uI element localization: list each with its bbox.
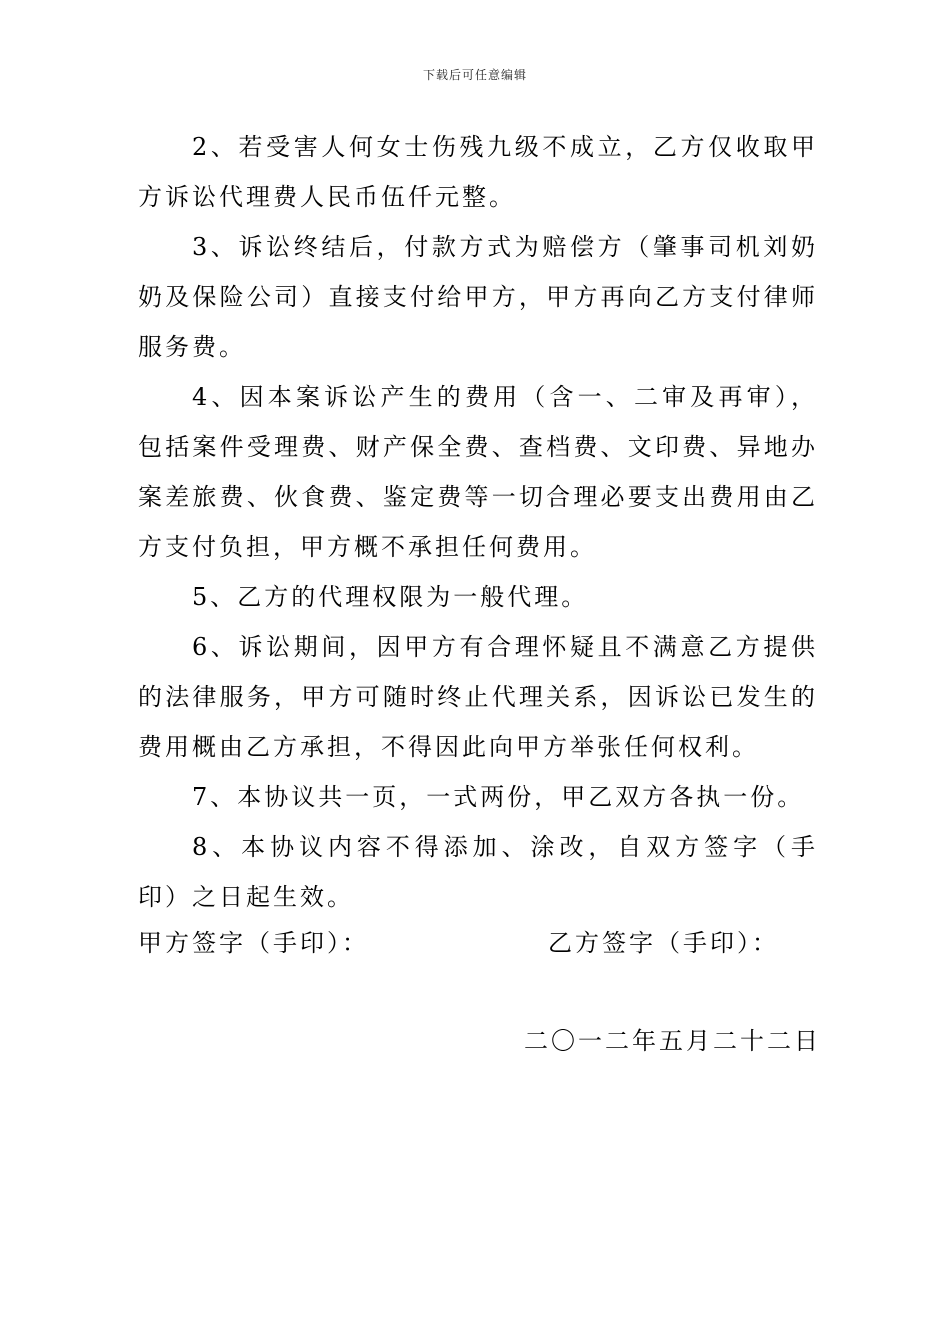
header-note: 下载后可任意编辑 (422, 68, 527, 82)
party-a-signature-label: 甲方签字（手印）： (138, 929, 369, 957)
party-b-signature-label: 乙方签字（手印）： (548, 929, 779, 957)
agreement-body (138, 122, 818, 922)
clause-5: 5、乙方的代理权限为一般代理。 (192, 583, 589, 611)
clause-6: 6、诉讼期间，因甲方有合理怀疑且不满意乙方提供的法律服务，甲方可随时终止代理关系，因诉讼已发生的费用概由乙方承担，不得因此向甲方举张任何权利。 (138, 633, 818, 761)
signing-date: 二〇一二年五月二十二日 (524, 1027, 821, 1055)
clause-4: 4、因本案诉讼产生的费用（含一、二审及再审），包括案件受理费、财产保全费、查档费、文印费、异地办案差旅费、伙食费、鉴定费等一切合理必要支出费用由乙方支付负担，甲方概不承担任何费用。 (138, 383, 818, 561)
clause-2: 2、若受害人何女士伤残九级不成立，乙方仅收取甲方诉讼代理费人民币伍仟元整。 (138, 133, 818, 211)
clause-3: 3、诉讼终结后，付款方式为赔偿方（肇事司机刘奶奶及保险公司）直接支付给甲方，甲方再向乙方支付律师服务费。 (138, 233, 818, 361)
clause-8: 8、本协议内容不得添加、涂改，自双方签字（手印）之日起生效。 (138, 833, 818, 911)
clause-7: 7、本协议共一页，一式两份，甲乙双方各执一份。 (192, 783, 805, 811)
